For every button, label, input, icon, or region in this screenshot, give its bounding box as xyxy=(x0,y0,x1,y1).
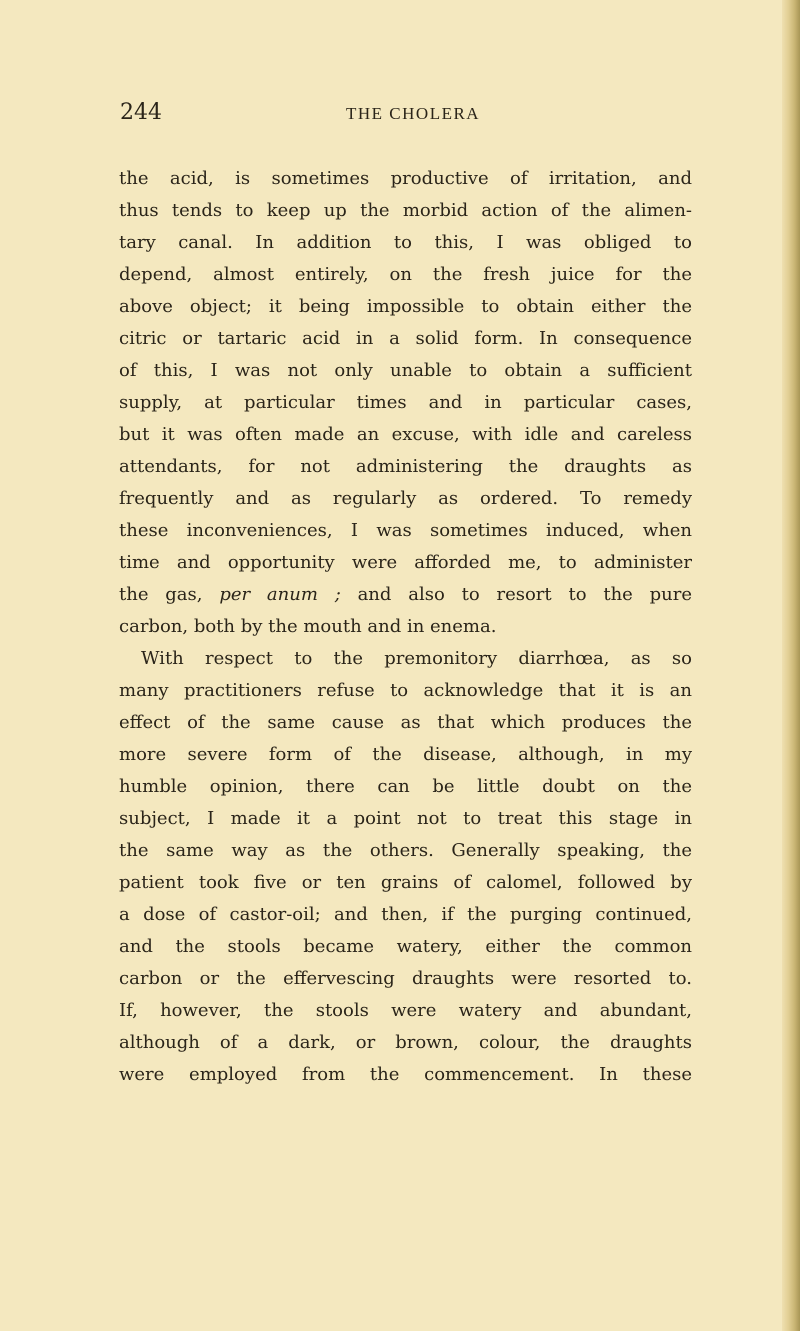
page-number: 244 xyxy=(120,100,162,125)
text-line: depend, almost entirely, on the fresh juice for the xyxy=(119,264,692,285)
page-edge xyxy=(782,0,800,1331)
running-head xyxy=(120,100,720,140)
text-line: more severe form of the disease, although, in my xyxy=(119,744,692,765)
text-line: many practitioners refuse to acknowledge that it is an xyxy=(119,680,692,701)
text-line: effect of the same cause as that which produces the xyxy=(119,712,692,733)
text-segment: and also to resort to the pure xyxy=(340,584,692,605)
text-line: If, however, the stools were watery and abundant, xyxy=(119,1000,692,1021)
text-line: subject, I made it a point not to treat this stage in xyxy=(119,808,692,829)
text-line: the acid, is sometimes productive of irritation, and xyxy=(119,168,692,189)
text-line: although of a dark, or brown, colour, the draughts xyxy=(119,1032,692,1053)
text-line: a dose of castor-oil; and then, if the purging continued, xyxy=(119,904,692,925)
text-line: the same way as the others. Generally speaking, the xyxy=(119,840,692,861)
text-line: above object; it being impossible to obtain either the xyxy=(119,296,692,317)
text-line: of this, I was not only unable to obtain a sufficient xyxy=(119,360,692,381)
text-line: and the stools became watery, either the common xyxy=(119,936,692,957)
text-line: supply, at particular times and in particular cases, xyxy=(119,392,692,413)
paragraph-end-line: carbon, both by the mouth and in enema. xyxy=(119,616,497,637)
italic-phrase: per anum ; xyxy=(219,584,341,605)
text-line: frequently and as regularly as ordered. To remedy xyxy=(119,488,692,509)
text-line: carbon or the effervescing draughts were resorted to. xyxy=(119,968,692,989)
text-line: were employed from the commencement. In these xyxy=(119,1064,692,1085)
text-line: these inconveniences, I was sometimes induced, when xyxy=(119,520,692,541)
paragraph-start-line: With respect to the premonitory diarrhœa, as so xyxy=(141,648,692,669)
text-line: time and opportunity were afforded me, to administer xyxy=(119,552,692,573)
text-line: but it was often made an excuse, with idle and careless xyxy=(119,424,692,445)
text-line: humble opinion, there can be little doubt on the xyxy=(119,776,692,797)
text-line: citric or tartaric acid in a solid form. In consequence xyxy=(119,328,692,349)
text-line: thus tends to keep up the morbid action of the alimen- xyxy=(119,200,692,221)
body-text xyxy=(119,163,692,1091)
text-line: attendants, for not administering the draughts as xyxy=(119,456,692,477)
text-line: tary canal. In addition to this, I was obliged to xyxy=(119,232,692,253)
text-line: patient took five or ten grains of calomel, followed by xyxy=(119,872,692,893)
text-line-with-italic xyxy=(119,579,692,611)
running-title: THE CHOLERA xyxy=(346,104,481,123)
text-segment: the gas, xyxy=(119,584,220,605)
